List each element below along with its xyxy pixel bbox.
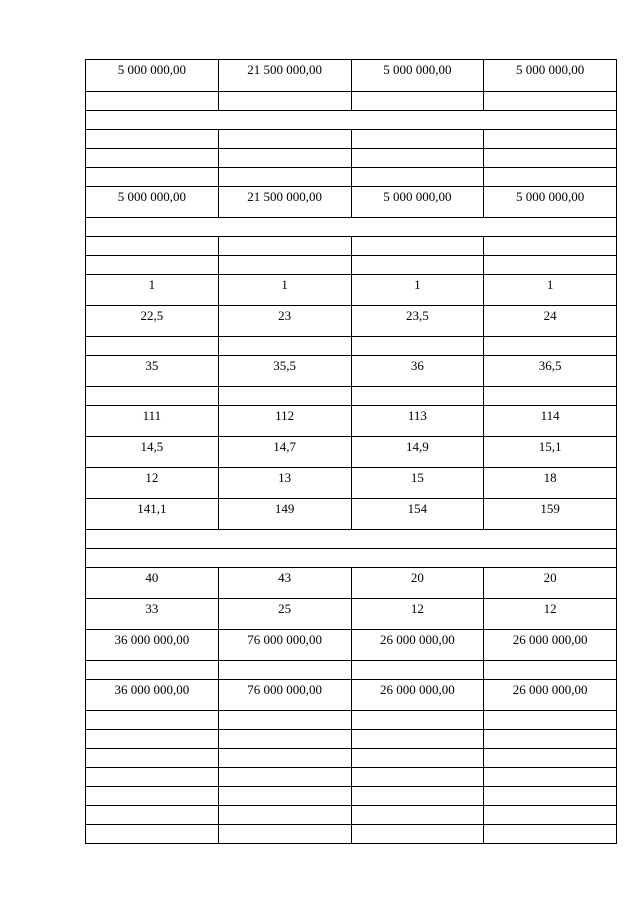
table-cell [86, 437, 219, 468]
cell-value: 43 [278, 570, 292, 585]
cell-value [352, 825, 484, 828]
table-cell [86, 825, 219, 844]
table-cell-merged [86, 111, 617, 130]
table-row [86, 111, 617, 130]
cell-value: 154 [407, 501, 428, 516]
cell-value: 1 [281, 277, 288, 292]
cell-value: 26 000 000,00 [512, 632, 588, 647]
cell-value [484, 768, 616, 771]
table-cell [218, 149, 351, 168]
table-cell [86, 256, 219, 275]
table-cell [484, 499, 617, 530]
cell-value [352, 237, 484, 240]
cell-value: 12 [543, 601, 557, 616]
table-cell [218, 60, 351, 92]
cell-value [219, 661, 351, 664]
table-cell [218, 437, 351, 468]
table-cell [86, 806, 219, 825]
cell-value [352, 168, 484, 171]
cell-value [219, 749, 351, 752]
cell-value: 25 [278, 601, 292, 616]
table-cell [86, 768, 219, 787]
table-row [86, 60, 617, 92]
table-cell [484, 630, 617, 661]
cell-value: 21 500 000,00 [247, 62, 322, 77]
cell-value [86, 730, 218, 733]
table-cell [351, 356, 484, 387]
table-cell [218, 92, 351, 111]
cell-value: 76 000 000,00 [247, 632, 322, 647]
cell-value [219, 337, 351, 340]
table-row [86, 806, 617, 825]
table-cell [484, 406, 617, 437]
table-cell [484, 237, 617, 256]
table-cell [86, 275, 219, 306]
table-cell [218, 337, 351, 356]
table-cell [351, 499, 484, 530]
table-row [86, 499, 617, 530]
table-cell [86, 468, 219, 499]
cell-value: 5 000 000,00 [117, 62, 186, 77]
table-cell [218, 468, 351, 499]
cell-value [352, 337, 484, 340]
cell-value [352, 256, 484, 259]
cell-value [352, 149, 484, 152]
table-cell [484, 337, 617, 356]
cell-value: 114 [540, 408, 560, 423]
table-cell [484, 92, 617, 111]
table-cell [218, 749, 351, 768]
table-cell [351, 130, 484, 149]
cell-value [219, 237, 351, 240]
cell-value: 23,5 [406, 308, 429, 323]
table-cell [351, 599, 484, 630]
table-cell [86, 337, 219, 356]
cell-value: 36 000 000,00 [114, 632, 190, 647]
cell-value [219, 168, 351, 171]
cell-value: 33 [145, 601, 159, 616]
table-cell-merged [86, 218, 617, 237]
cell-value: 36 [410, 358, 424, 373]
cell-value: 1 [148, 277, 156, 292]
table-cell [484, 149, 617, 168]
cell-value [219, 768, 351, 771]
cell-value [86, 168, 218, 171]
table-cell [351, 468, 484, 499]
table-cell [484, 437, 617, 468]
cell-value [219, 806, 351, 809]
cell-value [219, 92, 351, 95]
table-cell [351, 406, 484, 437]
cell-value: 5 000 000,00 [383, 62, 452, 77]
cell-value [484, 825, 616, 828]
table-row [86, 530, 617, 549]
table-cell [484, 187, 617, 218]
table-cell [218, 130, 351, 149]
cell-value: 5 000 000,00 [117, 189, 186, 204]
table-row [86, 749, 617, 768]
cell-value: 40 [145, 570, 159, 585]
table-cell [218, 237, 351, 256]
table-cell [351, 787, 484, 806]
cell-value: 36,5 [538, 358, 562, 373]
cell-value [484, 256, 616, 259]
cell-value [86, 337, 218, 340]
table-cell [218, 387, 351, 406]
cell-value: 12 [145, 470, 159, 485]
cell-value: 20 [543, 570, 557, 585]
table-cell [351, 168, 484, 187]
table-cell [86, 568, 219, 599]
table-cell-merged [86, 549, 617, 568]
cell-value [352, 661, 484, 664]
table-cell [484, 568, 617, 599]
cell-value: 14,5 [140, 439, 164, 454]
table-cell [351, 149, 484, 168]
table-row [86, 149, 617, 168]
table-row [86, 549, 617, 568]
table-cell [351, 275, 484, 306]
cell-value [484, 711, 616, 714]
cell-value [86, 149, 218, 152]
table-row [86, 256, 617, 275]
table-cell [86, 356, 219, 387]
cell-value: 141,1 [137, 501, 167, 516]
cell-value: 35 [145, 358, 159, 373]
cell-value: 1 [546, 277, 554, 292]
table-cell [351, 630, 484, 661]
cell-value [484, 168, 616, 171]
table-cell [218, 806, 351, 825]
table-row [86, 730, 617, 749]
table-cell [86, 406, 219, 437]
table-cell [351, 306, 484, 337]
cell-value [86, 661, 218, 664]
table-row [86, 661, 617, 680]
table-cell [351, 825, 484, 844]
table-cell [484, 599, 617, 630]
table-row [86, 787, 617, 806]
cell-value [352, 806, 484, 809]
table-cell-merged [86, 530, 617, 549]
cell-value: 18 [543, 470, 557, 485]
table-cell [86, 630, 219, 661]
table-cell [351, 337, 484, 356]
table-row [86, 568, 617, 599]
cell-value [219, 730, 351, 733]
table-cell [86, 711, 219, 730]
table-row [86, 406, 617, 437]
cell-value: 24 [543, 308, 557, 323]
table-cell [351, 711, 484, 730]
table-cell [484, 787, 617, 806]
table-cell [86, 730, 219, 749]
cell-value [219, 149, 351, 152]
table-cell [86, 599, 219, 630]
table-row [86, 437, 617, 468]
cell-value [219, 825, 351, 828]
table-cell [351, 387, 484, 406]
table-cell [351, 437, 484, 468]
table-cell [484, 661, 617, 680]
table-row [86, 680, 617, 711]
cell-value [484, 661, 616, 664]
cell-value: 14,9 [406, 439, 429, 454]
cell-value [219, 711, 351, 714]
table-row [86, 825, 617, 844]
table-cell [484, 306, 617, 337]
cell-value: 21 500 000,00 [247, 189, 322, 204]
table-cell [484, 256, 617, 275]
table-cell [86, 130, 219, 149]
cell-value [484, 730, 616, 733]
table-cell [351, 568, 484, 599]
cell-value [484, 149, 616, 152]
table-cell [484, 825, 617, 844]
table-cell [218, 711, 351, 730]
table-cell [218, 275, 351, 306]
table-cell [86, 237, 219, 256]
table-cell [86, 306, 219, 337]
cell-value [86, 130, 218, 133]
cell-value [219, 787, 351, 790]
cell-value [352, 92, 484, 95]
cell-value [484, 387, 616, 390]
table-cell [218, 168, 351, 187]
table-cell [218, 356, 351, 387]
cell-value: 5 000 000,00 [383, 189, 452, 204]
table-cell [484, 680, 617, 711]
cell-value [352, 711, 484, 714]
table-cell [218, 661, 351, 680]
table-cell [218, 825, 351, 844]
cell-value [86, 768, 218, 771]
cell-value [86, 825, 218, 828]
cell-value: 12 [410, 601, 424, 616]
table-cell [86, 149, 219, 168]
table-row [86, 275, 617, 306]
table-cell [484, 130, 617, 149]
table-cell [86, 168, 219, 187]
table-cell [86, 749, 219, 768]
cell-value: 5 000 000,00 [516, 62, 585, 77]
table-row [86, 768, 617, 787]
cell-value [86, 806, 218, 809]
table-body [86, 60, 617, 844]
table-row [86, 92, 617, 111]
table-row [86, 387, 617, 406]
cell-value [352, 130, 484, 133]
table-cell [484, 275, 617, 306]
cell-value: 149 [274, 501, 295, 516]
cell-value [484, 130, 616, 133]
table-cell [484, 60, 617, 92]
cell-value [86, 787, 218, 790]
table-cell [86, 187, 219, 218]
cell-value [484, 337, 616, 340]
table-cell [218, 256, 351, 275]
cell-value [484, 806, 616, 809]
cell-value: 14,7 [273, 439, 296, 454]
table-cell [86, 661, 219, 680]
cell-value: 5 000 000,00 [516, 189, 585, 204]
table-cell [86, 387, 219, 406]
table-cell [218, 768, 351, 787]
table-cell [484, 730, 617, 749]
cell-value: 112 [275, 408, 295, 423]
cell-value [484, 92, 616, 95]
table-row [86, 468, 617, 499]
cell-value [352, 387, 484, 390]
table-cell [86, 60, 219, 92]
table-cell [351, 60, 484, 92]
table-row [86, 337, 617, 356]
cell-value [86, 749, 218, 752]
cell-value: 1 [414, 277, 421, 292]
table-row [86, 187, 617, 218]
table-cell [86, 499, 219, 530]
cell-value [219, 130, 351, 133]
cell-value: 15 [410, 470, 424, 485]
cell-value [86, 387, 218, 390]
cell-value: 36 000 000,00 [114, 682, 190, 697]
table-cell [484, 749, 617, 768]
table-row [86, 218, 617, 237]
table-cell [218, 499, 351, 530]
cell-value: 111 [142, 408, 162, 423]
table-row [86, 306, 617, 337]
table-cell [484, 387, 617, 406]
table-row [86, 237, 617, 256]
table-cell [218, 730, 351, 749]
table-row [86, 356, 617, 387]
table-row [86, 711, 617, 730]
table-cell [351, 768, 484, 787]
cell-value [86, 711, 218, 714]
table-row [86, 630, 617, 661]
table-cell [351, 730, 484, 749]
table-cell [351, 256, 484, 275]
cell-value [352, 730, 484, 733]
cell-value [352, 787, 484, 790]
cell-value: 76 000 000,00 [247, 682, 322, 697]
table-row [86, 130, 617, 149]
cell-value: 15,1 [538, 439, 562, 454]
data-table [85, 59, 617, 844]
table-cell [351, 92, 484, 111]
cell-value: 13 [278, 470, 292, 485]
cell-value: 23 [278, 308, 292, 323]
cell-value [484, 749, 616, 752]
table-cell [218, 187, 351, 218]
table-cell [351, 680, 484, 711]
table-cell [218, 306, 351, 337]
table-cell [86, 787, 219, 806]
cell-value [219, 256, 351, 259]
table-cell [218, 599, 351, 630]
table-cell [351, 749, 484, 768]
table-cell [86, 680, 219, 711]
cell-value [352, 768, 484, 771]
cell-value: 20 [410, 570, 424, 585]
cell-value [352, 749, 484, 752]
cell-value: 26 000 000,00 [380, 682, 455, 697]
cell-value: 26 000 000,00 [512, 682, 588, 697]
table-cell [351, 661, 484, 680]
cell-value: 113 [407, 408, 427, 423]
table-cell [218, 630, 351, 661]
cell-value: 26 000 000,00 [380, 632, 455, 647]
table-cell [351, 237, 484, 256]
table-cell [484, 806, 617, 825]
cell-value [219, 387, 351, 390]
cell-value: 22,5 [140, 308, 164, 323]
table-row [86, 599, 617, 630]
table-cell [218, 787, 351, 806]
cell-value [86, 237, 218, 240]
table-cell [484, 168, 617, 187]
table-cell [351, 187, 484, 218]
table-cell [86, 92, 219, 111]
table-cell [218, 680, 351, 711]
cell-value [86, 92, 218, 95]
table-cell [484, 768, 617, 787]
table-cell [218, 406, 351, 437]
table-cell [218, 568, 351, 599]
table-cell [484, 468, 617, 499]
cell-value: 159 [540, 501, 560, 516]
table-cell [351, 806, 484, 825]
cell-value [484, 237, 616, 240]
table-cell [484, 356, 617, 387]
cell-value [484, 787, 616, 790]
cell-value: 35,5 [273, 358, 296, 373]
table-cell [484, 711, 617, 730]
table-row [86, 168, 617, 187]
cell-value [86, 256, 218, 259]
